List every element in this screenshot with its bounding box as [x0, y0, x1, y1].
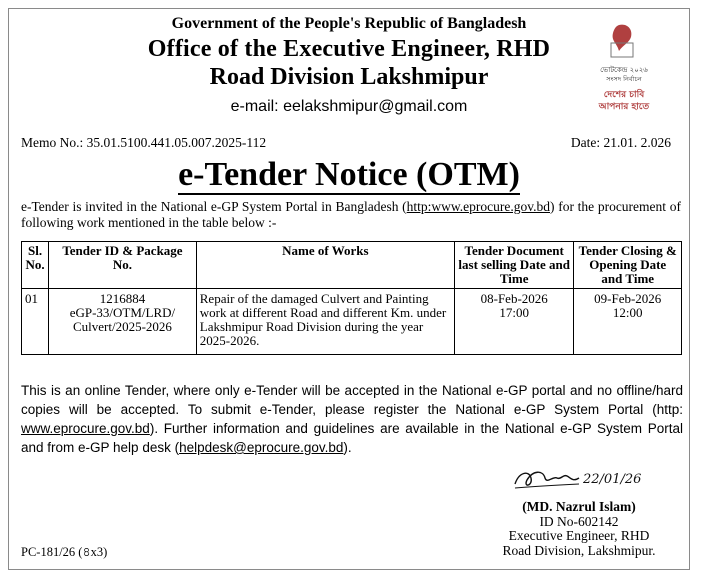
signature-icon	[509, 458, 649, 498]
signer-block	[469, 500, 689, 558]
logo-line-2: সংসদ নির্বাচন	[606, 75, 642, 83]
col-header-doc-selling: Tender Document last selling Date and Time	[454, 242, 574, 289]
logo-line-1: ভোটকেন্দ্র ২০২৬	[600, 66, 648, 74]
doc-selling-date: 08-Feb-2026	[480, 291, 548, 306]
tender-notice-page	[8, 8, 690, 570]
instructions-text-1: This is an online Tender, where only e-Tender will be accepted in the National e-GP portal and no offline/hard copies will be accepted. To submit e-Tender, please register the National e-GP System Portal (http:	[21, 383, 683, 417]
memo-number: Memo No.: 35.01.5100.441.05.007.2025-112	[21, 135, 267, 150]
election-logo	[589, 21, 659, 121]
intro-paragraph	[21, 199, 681, 231]
memo-date: Date: 21.01. 2.026	[570, 135, 671, 150]
cell-closing	[574, 289, 682, 355]
col-header-tender-id: Tender ID & Package No.	[49, 242, 197, 289]
col-header-name-of-works: Name of Works	[196, 242, 454, 289]
cell-sl: 01	[22, 289, 49, 355]
closing-time: 12:00	[612, 305, 643, 320]
cell-work-name: Repair of the damaged Culvert and Painting work at different Road and different Km. under Lakshmipur Road Division during the year 2025-2026.	[196, 289, 454, 355]
col-header-sl: Sl. No.	[22, 242, 49, 289]
col-header-closing: Tender Closing & Opening Date and Time	[574, 242, 682, 289]
logo-line-4: আপনার হাতে	[598, 102, 650, 112]
closing-date: 09-Feb-2026	[594, 291, 662, 306]
signer-office: Road Division, Lakshmipur.	[502, 542, 656, 558]
eprocure-link-2[interactable]: www.eprocure.gov.bd	[21, 421, 150, 436]
tender-id: 1216884	[99, 291, 146, 306]
package-no: eGP-33/OTM/LRD/ Culvert/2025-2026	[69, 305, 176, 334]
intro-text-1: e-Tender is invited in the National e-GP System Portal in Bangladesh (	[21, 199, 407, 214]
cell-tender-id	[49, 289, 197, 355]
instructions-text-3: ).	[343, 440, 352, 455]
cell-doc-selling	[454, 289, 574, 355]
eprocure-link[interactable]: http:www.eprocure.gov.bd	[406, 199, 550, 214]
intro-text-2: ) for the procurement of following work mentioned in the table below :-	[21, 199, 681, 230]
helpdesk-email-link[interactable]: helpdesk@eprocure.gov.bd	[179, 440, 344, 455]
notice-title	[9, 156, 689, 195]
table-row	[22, 289, 682, 355]
notice-title-text: e-Tender Notice (OTM)	[178, 156, 520, 193]
division-title: Road Division Lakshmipur	[209, 64, 489, 90]
signer-designation: Executive Engineer, RHD	[508, 528, 650, 543]
doc-selling-time: 17:00	[499, 305, 530, 320]
signer-name: (MD. Nazrul Islam)	[522, 499, 636, 514]
instructions-text-2: ). Further information and guidelines are available in the National e-GP System Portal and from e-GP help desk (	[21, 421, 683, 455]
works-table	[21, 241, 682, 355]
footer-code: PC-181/26 (৪x3)	[21, 545, 108, 559]
signature-date: 22/01/26	[583, 472, 642, 487]
logo-line-3: দেশের চাবি	[603, 90, 645, 100]
office-title: Office of the Executive Engineer, RHD	[147, 36, 551, 62]
signer-id: ID No-602142	[539, 513, 619, 529]
office-email: e-mail: eelakshmipur@gmail.com	[230, 98, 468, 115]
election-logo-icon	[589, 21, 659, 121]
govt-header: Government of the People's Republic of Bangladesh	[171, 15, 527, 32]
signature	[509, 458, 649, 498]
table-header-row	[22, 242, 682, 289]
instructions-paragraph	[21, 381, 683, 457]
